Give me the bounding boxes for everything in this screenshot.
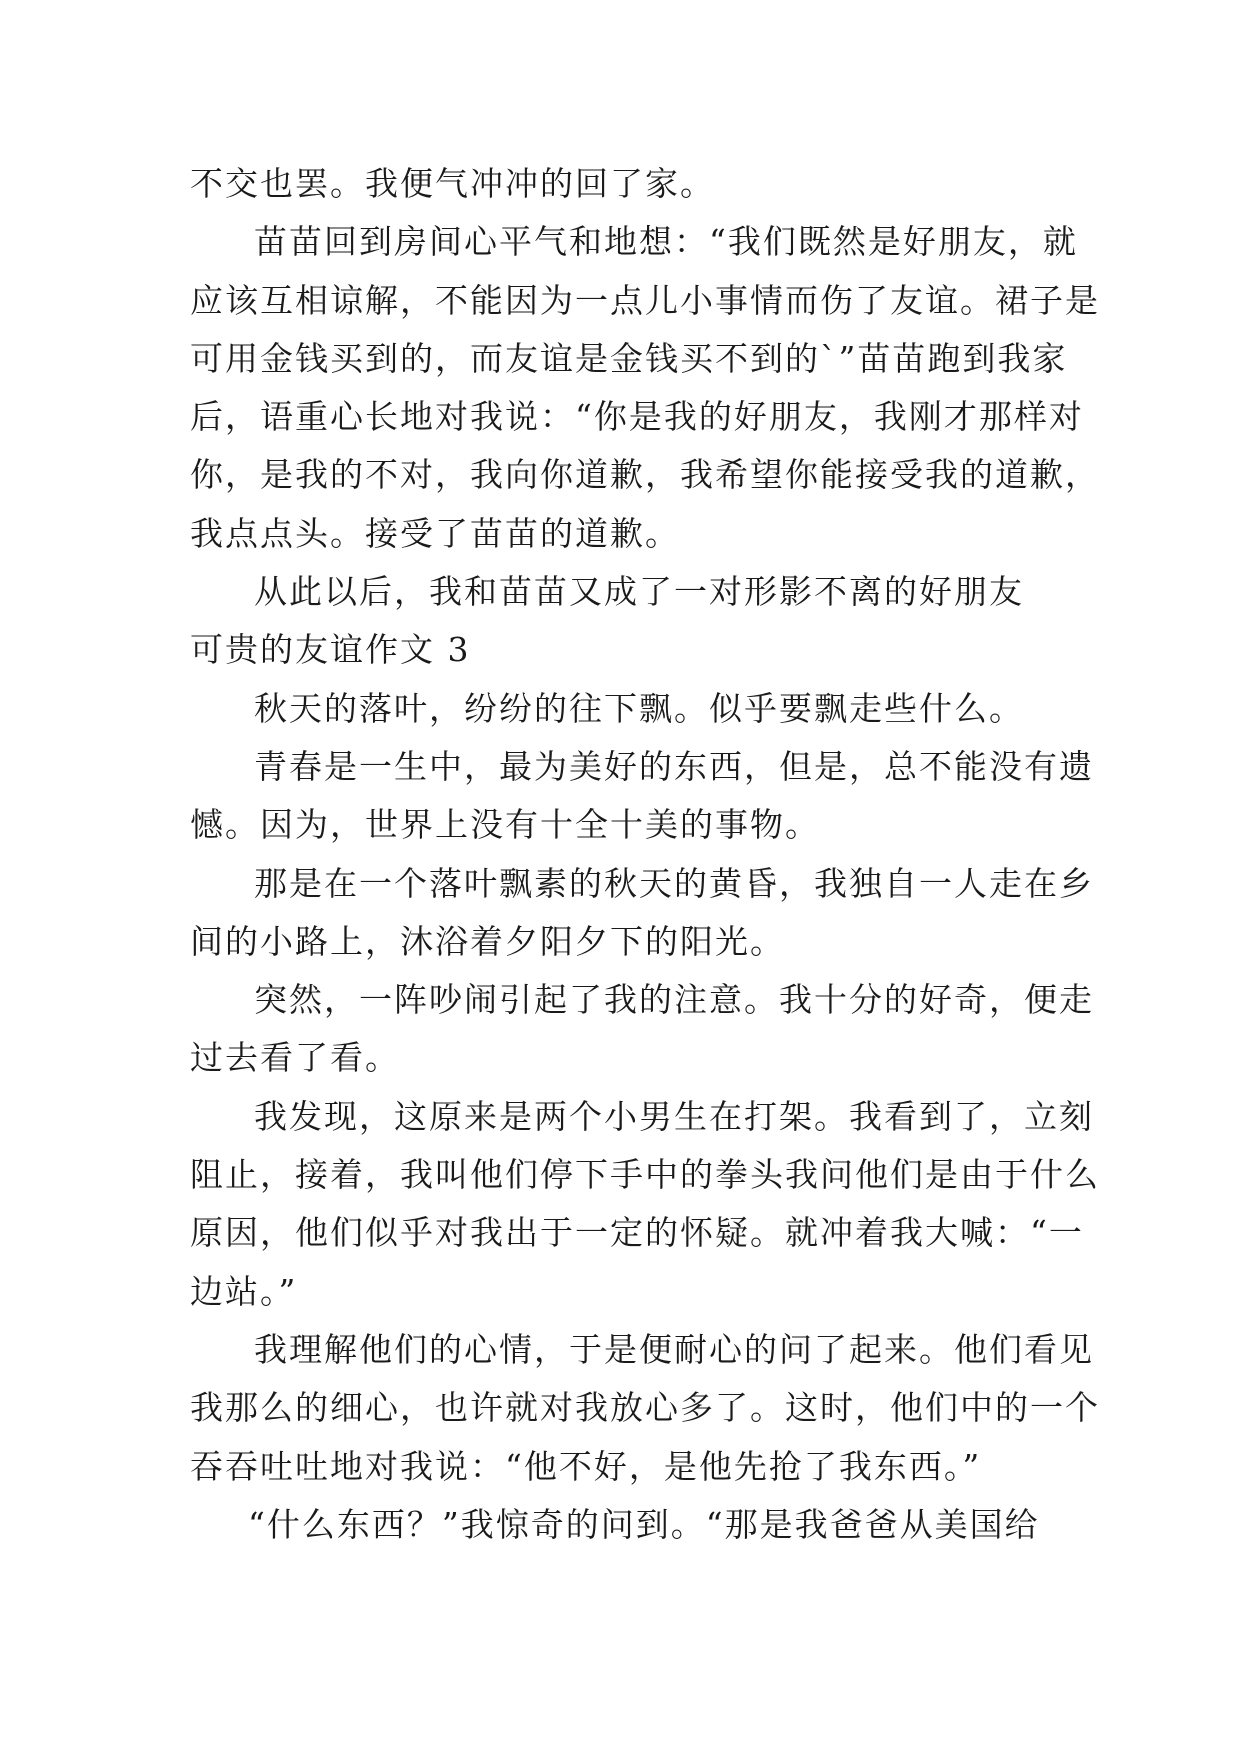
- text-line: 我点点头。接受了苗苗的道歉。: [190, 513, 680, 553]
- section-title: 可贵的友谊作文 3: [190, 630, 471, 670]
- text-line: 间的小路上，沐浴着夕阳夕下的阳光。: [190, 921, 785, 961]
- text-line: 你，是我的不对，我向你道歉，我希望你能接受我的道歉，: [190, 455, 1100, 495]
- text-line: 过去看了看。: [190, 1038, 400, 1078]
- text-line: 应该互相谅解，不能因为一点儿小事情而伤了友谊。裙子是: [190, 280, 1100, 320]
- text-line: 可用金钱买到的，而友谊是金钱买不到的`”苗苗跑到我家: [190, 338, 1068, 378]
- paragraph-start: 青春是一生中，最为美好的东西，但是，总不能没有遗: [254, 746, 1094, 786]
- paragraph-start: 我发现，这原来是两个小男生在打架。我看到了，立刻: [254, 1096, 1094, 1136]
- text-line: 我那么的细心，也许就对我放心多了。这时，他们中的一个: [190, 1388, 1100, 1428]
- paragraph-start: 苗苗回到房间心平气和地想：“我们既然是好朋友，就: [254, 222, 1078, 262]
- text-line: 后，语重心长地对我说：“你是我的好朋友，我刚才那样对: [190, 397, 1084, 437]
- paragraph-start: 那是在一个落叶飘素的秋天的黄昏，我独自一人走在乡: [254, 863, 1094, 903]
- text-line: 阻止，接着，我叫他们停下手中的拳头我问他们是由于什么: [190, 1155, 1100, 1195]
- text-line: 吞吞吐吐地对我说：“他不好，是他先抢了我东西。”: [190, 1446, 982, 1486]
- paragraph-start: 从此以后，我和苗苗又成了一对形影不离的好朋友: [254, 572, 1024, 612]
- text-line: 原因，他们似乎对我出于一定的怀疑。就冲着我大喊：“一: [190, 1213, 1084, 1253]
- paragraph-start: 秋天的落叶，纷纷的往下飘。似乎要飘走些什么。: [254, 688, 1024, 728]
- document-body: [190, 155, 1100, 1554]
- paragraph-start: 突然，一阵吵闹引起了我的注意。我十分的好奇，便走: [254, 980, 1094, 1020]
- text-line: 憾。因为，世界上没有十全十美的事物。: [190, 805, 820, 845]
- text-line: 边站。”: [190, 1271, 298, 1311]
- paragraph-start: “什么东西？”我惊奇的问到。“那是我爸爸从美国给: [248, 1504, 1040, 1544]
- paragraph-start: 我理解他们的心情，于是便耐心的问了起来。他们看见: [254, 1329, 1094, 1369]
- text-line: 不交也罢。我便气冲冲的回了家。: [190, 164, 715, 203]
